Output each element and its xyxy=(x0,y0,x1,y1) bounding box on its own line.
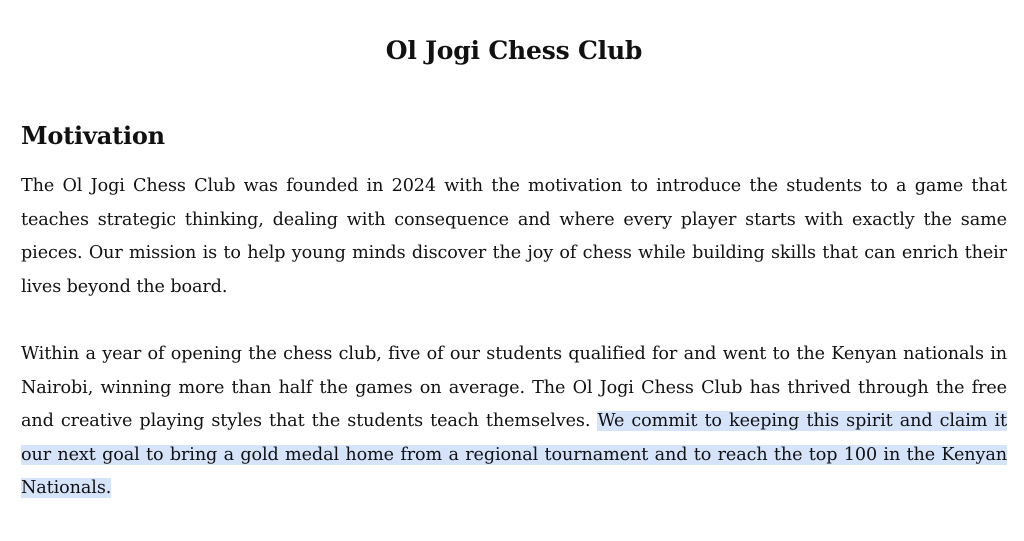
paragraph-founding[interactable]: The Ol Jogi Chess Club was founded in 2024 with the motivation to introduce the students to a game that teaches strategic thinking, dealing with consequence and where every player starts with exactly the same pieces. Our mission is to help young minds discover the joy of chess while building skills that can enrich their lives beyond the board. xyxy=(21,176,1007,297)
section-heading-motivation: Motivation xyxy=(21,121,165,150)
paragraph-achievements-text[interactable]: Within a year of opening the chess club, five of our students qualified for and went to the Kenyan nationals in Nairobi, winning more than half the games on average. The Ol Jogi Chess Club has thrived through the free and creative playing styles that the students teach themselves. xyxy=(21,344,1007,431)
paragraph-achievements[interactable] xyxy=(21,338,1007,506)
document-title: Ol Jogi Chess Club xyxy=(385,36,643,65)
selected-text[interactable]: We commit to keeping this spirit and claim it our next goal to bring a gold medal home from a regional tournament and to reach the top 100 in the Kenyan Nationals. xyxy=(21,411,1007,498)
